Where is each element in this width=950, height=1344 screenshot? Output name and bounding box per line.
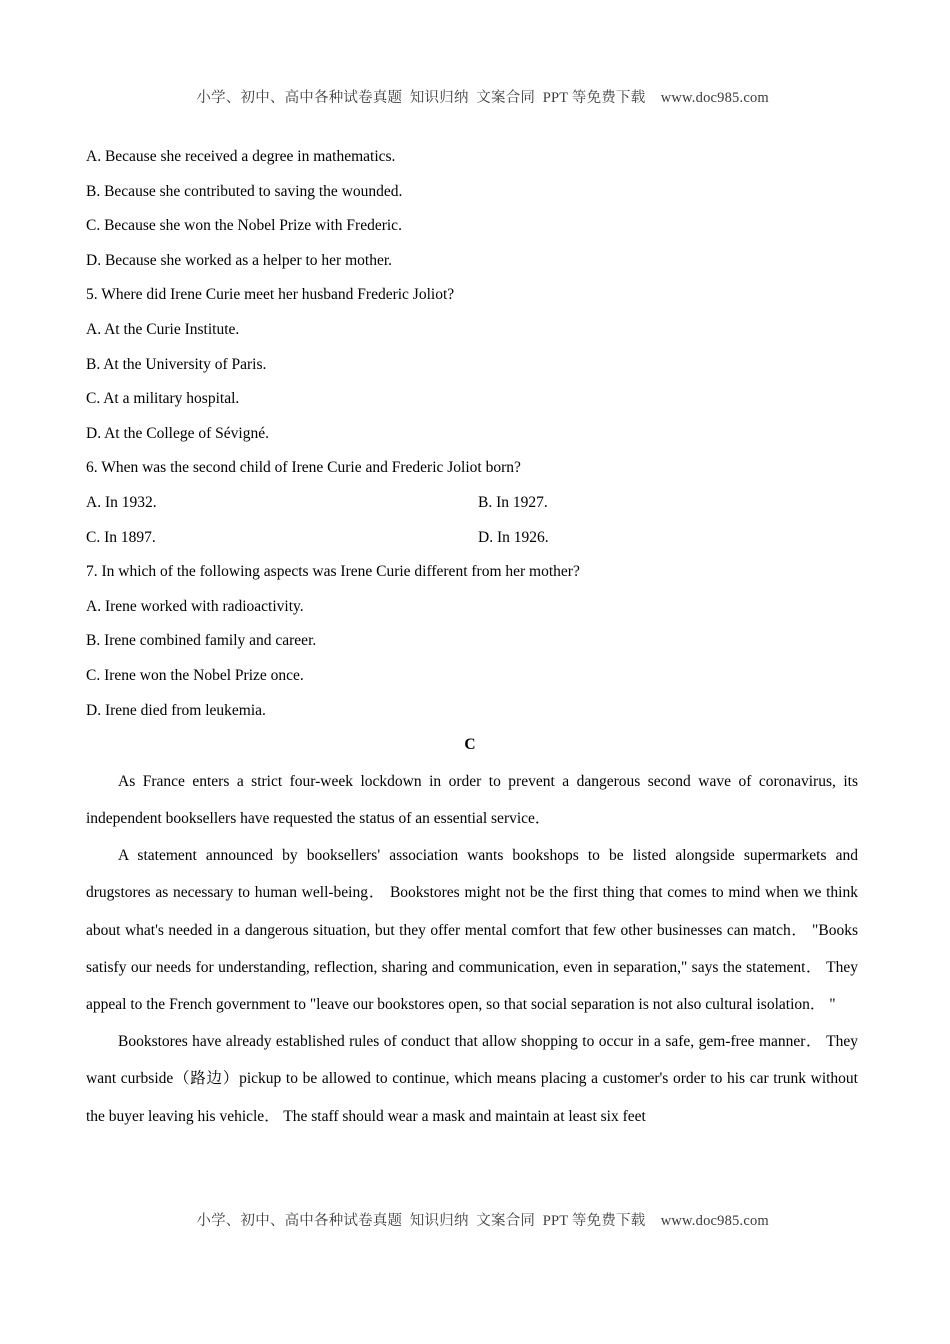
question-stem: 5. Where did Irene Curie meet her husband Frederic Joliot? (86, 286, 455, 304)
option-item: A. At the Curie Institute. (86, 320, 240, 338)
document-body (86, 140, 858, 1135)
option-item: B. Because she contributed to saving the wounded. (86, 182, 403, 200)
passage-section (86, 728, 858, 1135)
option-item: D. Because she worked as a helper to her mother. (86, 251, 393, 269)
question-stem: 6. When was the second child of Irene Curie and Frederic Joliot born? (86, 459, 521, 477)
option-row (86, 521, 858, 556)
option-item: D. Irene died from leukemia. (86, 701, 266, 719)
option-item: C. In 1897. (86, 528, 156, 546)
passage-paragraph: Bookstores have already established rules of conduct that allow shopping to occur in a safe, gem-free manner． They want curbside（路边）pickup to be allowed to continue, which means placing a customer's order to his car trunk without the buyer leaving his vehicle． The staff should wear a mask and maintain at least six feet (86, 1033, 858, 1125)
option-item: D. At the College of Sévigné. (86, 424, 269, 442)
header-watermark-url: www.doc985.com (660, 90, 769, 106)
footer-watermark-url: www.doc985.com (660, 1213, 769, 1229)
question-4-options (86, 140, 858, 278)
passage-paragraph: A statement announced by booksellers' association wants bookshops to be listed alongside supermarkets and drugstores as necessary to human well-being． Bookstores might not be the first thing that comes to mind when we think about what's needed in a dangerous situation, but they offer mental comfort that few other businesses can match． "Books satisfy our needs for understanding, reflection, sharing and communication, even in separation," says the statement． They appeal to the French government to "leave our bookstores open, so that social separation is not also cultural isolation． " (86, 847, 858, 1013)
option-item: A. In 1932. (86, 493, 157, 511)
page-header-watermark (0, 69, 950, 124)
footer-watermark-text: 小学、初中、高中各种试卷真题 知识归纳 文案合同 PPT 等免费下载 (196, 1213, 646, 1229)
option-item: A. Because she received a degree in mathematics. (86, 148, 396, 165)
passage-section-label: C (464, 736, 476, 754)
passage-paragraph: As France enters a strict four-week lockdown in order to prevent a dangerous second wave of coronavirus, its independent booksellers have requested the status of an essential service． (86, 772, 858, 827)
question-6 (86, 451, 858, 555)
question-7 (86, 555, 858, 728)
option-item: C. Because she won the Nobel Prize with Frederic. (86, 217, 402, 235)
question-5 (86, 278, 858, 451)
page-footer-watermark (0, 1192, 950, 1247)
question-stem: 7. In which of the following aspects was Irene Curie different from her mother? (86, 563, 580, 581)
option-item: B. Irene combined family and career. (86, 632, 317, 650)
header-watermark-text: 小学、初中、高中各种试卷真题 知识归纳 文案合同 PPT 等免费下载 (196, 90, 646, 106)
option-item: D. In 1926. (478, 528, 549, 546)
option-item: B. At the University of Paris. (86, 355, 267, 373)
option-item: B. In 1927. (478, 493, 548, 511)
option-row (86, 486, 858, 521)
option-item: A. Irene worked with radioactivity. (86, 597, 304, 615)
option-item: C. At a military hospital. (86, 390, 240, 408)
option-item: C. Irene won the Nobel Prize once. (86, 666, 304, 684)
